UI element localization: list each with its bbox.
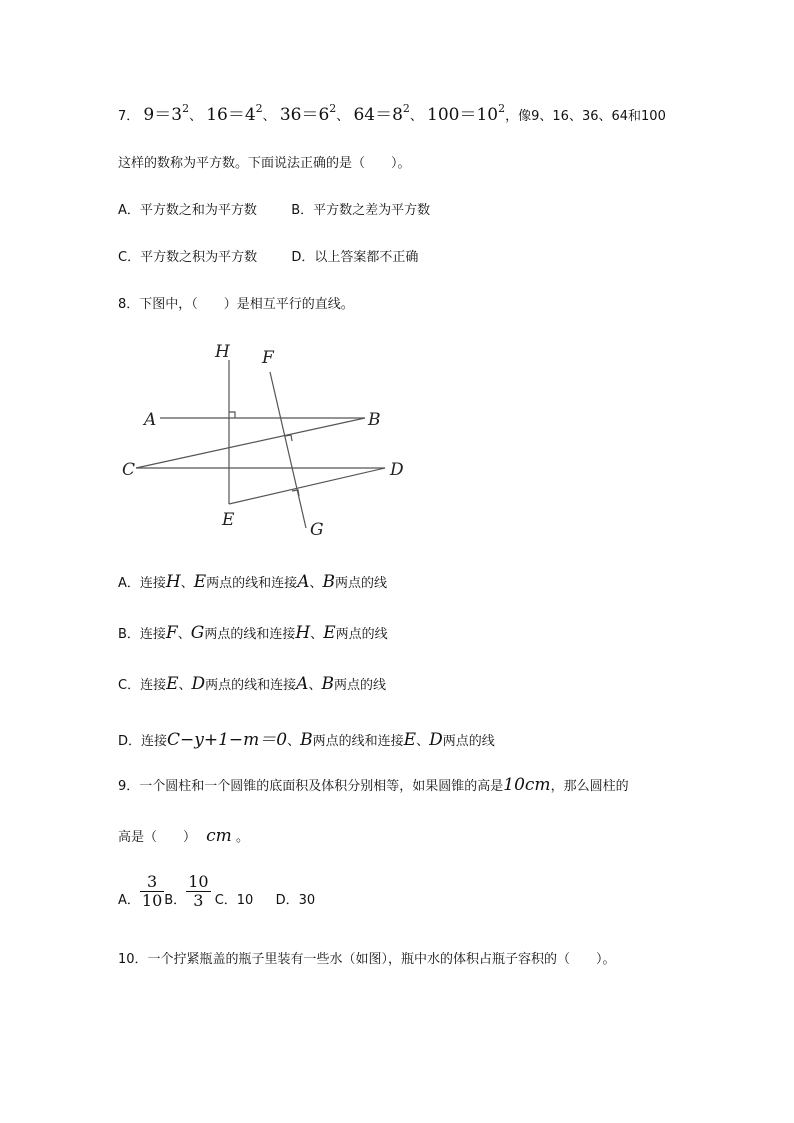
parallel-lines-figure [110, 335, 430, 545]
q7-option-d: D．以上答案都不正确 [291, 250, 419, 265]
label-h: H [215, 342, 230, 362]
fraction-10-3: $\frac{10}{3}$ [188, 872, 209, 910]
q8-stem: 8．下图中，（ ）是相互平行的直线。 [118, 297, 354, 312]
q9-unit: cm [206, 826, 232, 846]
eq-64: $64=8^2$ [353, 102, 410, 125]
q10-stem: 10．一个拧紧瓶盖的瓶子里装有一些水（如图），瓶中水的体积占瓶子容积的（ ）。 [118, 952, 616, 967]
q7-option-c: C．平方数之积为平方数 [118, 250, 258, 265]
q9-option-c: C．10 [214, 893, 254, 908]
label-b: B [368, 410, 381, 430]
q9-stem-line1: 9．一个圆柱和一个圆锥的底面积及体积分别相等，如果圆锥的高是10cm，那么圆柱的 [118, 775, 629, 795]
label-g: G [310, 520, 324, 540]
q8-option-b: B．连接F、G两点的线和连接H、E两点的线 [118, 623, 388, 643]
eq-36: $36=6^2$ [279, 102, 337, 125]
right-angle-mark-1 [229, 412, 235, 418]
q9-option-b: B． $\frac{10}{3}$ [164, 872, 209, 910]
q7-options-ab [118, 199, 430, 218]
q8-option-d: D．连接C−y+1−m＝0、B两点的线和连接E、D两点的线 [118, 730, 495, 750]
q9-option-d: D．30 [275, 893, 316, 908]
q8-option-a: A．连接H、E两点的线和连接A、B两点的线 [118, 572, 387, 592]
line-fg [270, 372, 306, 528]
eq-9: $9=3^2$ [143, 102, 190, 125]
q8-option-c: C．连接E、D两点的线和连接A、B两点的线 [118, 674, 386, 694]
q7-line1: 7． $9=3^2$、 $16=4^2$、 $36=6^2$、 $64=8^2$、 $100=10^2$，像9、16、36、64和100 [118, 102, 666, 125]
label-a: A [144, 410, 157, 430]
q7-option-b: B．平方数之差为平方数 [291, 203, 431, 218]
label-e: E [222, 510, 235, 530]
q7-tail: ，像9、16、36、64和100 [505, 109, 666, 124]
q7-option-a: A．平方数之和为平方数 [118, 203, 257, 218]
q7-line2: 这样的数称为平方数。下面说法正确的是（ ）。 [118, 156, 411, 171]
line-cb [136, 418, 365, 468]
q7-options-cd [118, 246, 418, 265]
q7-number: 7． [118, 109, 140, 124]
q9-height: 10cm [503, 775, 551, 795]
line-ed [229, 468, 385, 504]
fraction-3-10: $\frac{3}{10}$ [141, 872, 163, 910]
q9-option-a: A． $\frac{3}{10}$ [118, 872, 163, 910]
eq-100: $100=10^2$ [427, 102, 506, 125]
q9-options [118, 873, 315, 910]
eq-16: $16=4^2$ [206, 102, 263, 125]
label-d: D [390, 460, 404, 480]
q9-stem-line2: 高是（ ） cm 。 [118, 826, 249, 846]
label-f: F [262, 348, 274, 368]
label-c: C [122, 460, 136, 480]
